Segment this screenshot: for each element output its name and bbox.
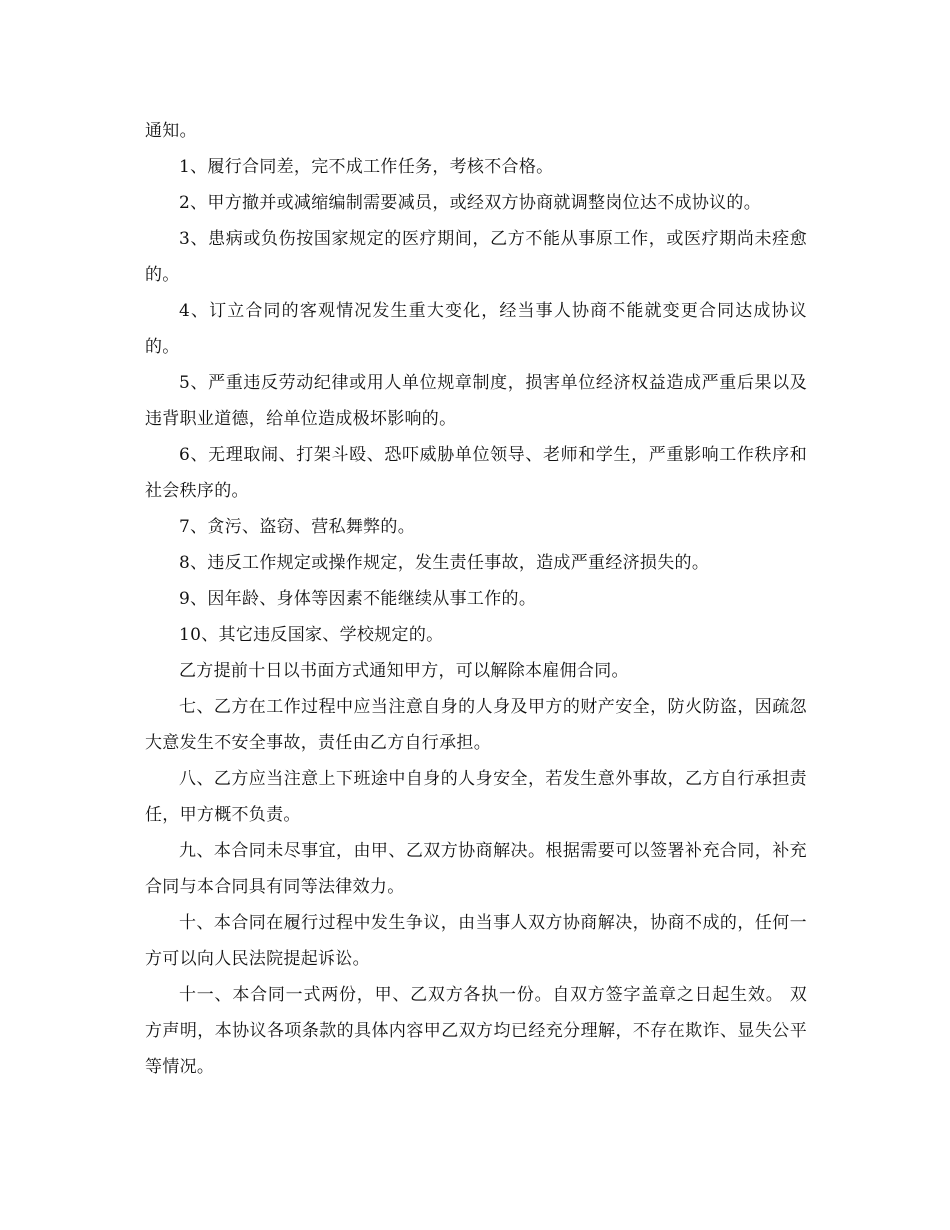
paragraph-clause-7: 七、乙方在工作过程中应当注意自身的人身及甲方的财产安全，防火防盗，因疏忽大意发生不安全事故，责任由乙方自行承担。 [145, 697, 807, 753]
paragraph-resignation-notice: 乙方提前十日以书面方式通知甲方，可以解除本雇佣合同。 [179, 661, 629, 681]
paragraph-clause-8: 八、乙方应当注意上下班途中自身的人身安全，若发生意外事故，乙方自行承担责任，甲方概不负责。 [145, 769, 807, 825]
paragraph-item-7: 7、贪污、盗窃、营私舞弊的。 [179, 517, 416, 537]
paragraph-notice-end: 通知。 [145, 121, 197, 141]
paragraph-item-3: 3、患病或负伤按国家规定的医疗期间，乙方不能从事原工作，或医疗期尚未痊愈的。 [145, 229, 807, 285]
paragraph-clause-10: 十、本合同在履行过程中发生争议，由当事人双方协商解决，协商不成的，任何一方可以向人民法院提起诉讼。 [145, 913, 807, 969]
paragraph-item-6: 6、无理取闹、打架斗殴、恐吓威胁单位领导、老师和学生，严重影响工作秩序和社会秩序的。 [145, 445, 807, 501]
document-body [145, 113, 807, 1085]
paragraph-item-8: 8、违反工作规定或操作规定，发生责任事故，造成严重经济损失的。 [179, 553, 710, 573]
paragraph-clause-9: 九、本合同未尽事宜，由甲、乙双方协商解决。根据需要可以签署补充合同，补充合同与本合同具有同等法律效力。 [145, 841, 807, 897]
paragraph-item-9: 9、因年龄、身体等因素不能继续从事工作的。 [179, 589, 537, 609]
paragraph-item-5: 5、严重违反劳动纪律或用人单位规章制度，损害单位经济权益造成严重后果以及违背职业道德，给单位造成极坏影响的。 [145, 373, 807, 429]
paragraph-item-4: 4、订立合同的客观情况发生重大变化，经当事人协商不能就变更合同达成协议的。 [145, 301, 807, 357]
paragraph-item-1: 1、履行合同差，完不成工作任务，考核不合格。 [179, 157, 554, 177]
paragraph-item-10: 10、其它违反国家、学校规定的。 [179, 625, 444, 645]
paragraph-item-2: 2、甲方撤并或减缩编制需要减员，或经双方协商就调整岗位达不成协议的。 [179, 193, 762, 213]
paragraph-clause-11: 十一、本合同一式两份，甲、乙双方各执一份。自双方签字盖章之日起生效。 双方声明，本协议各项条款的具体内容甲乙双方均已经充分理解，不存在欺诈、显失公平等情况。 [145, 985, 807, 1077]
